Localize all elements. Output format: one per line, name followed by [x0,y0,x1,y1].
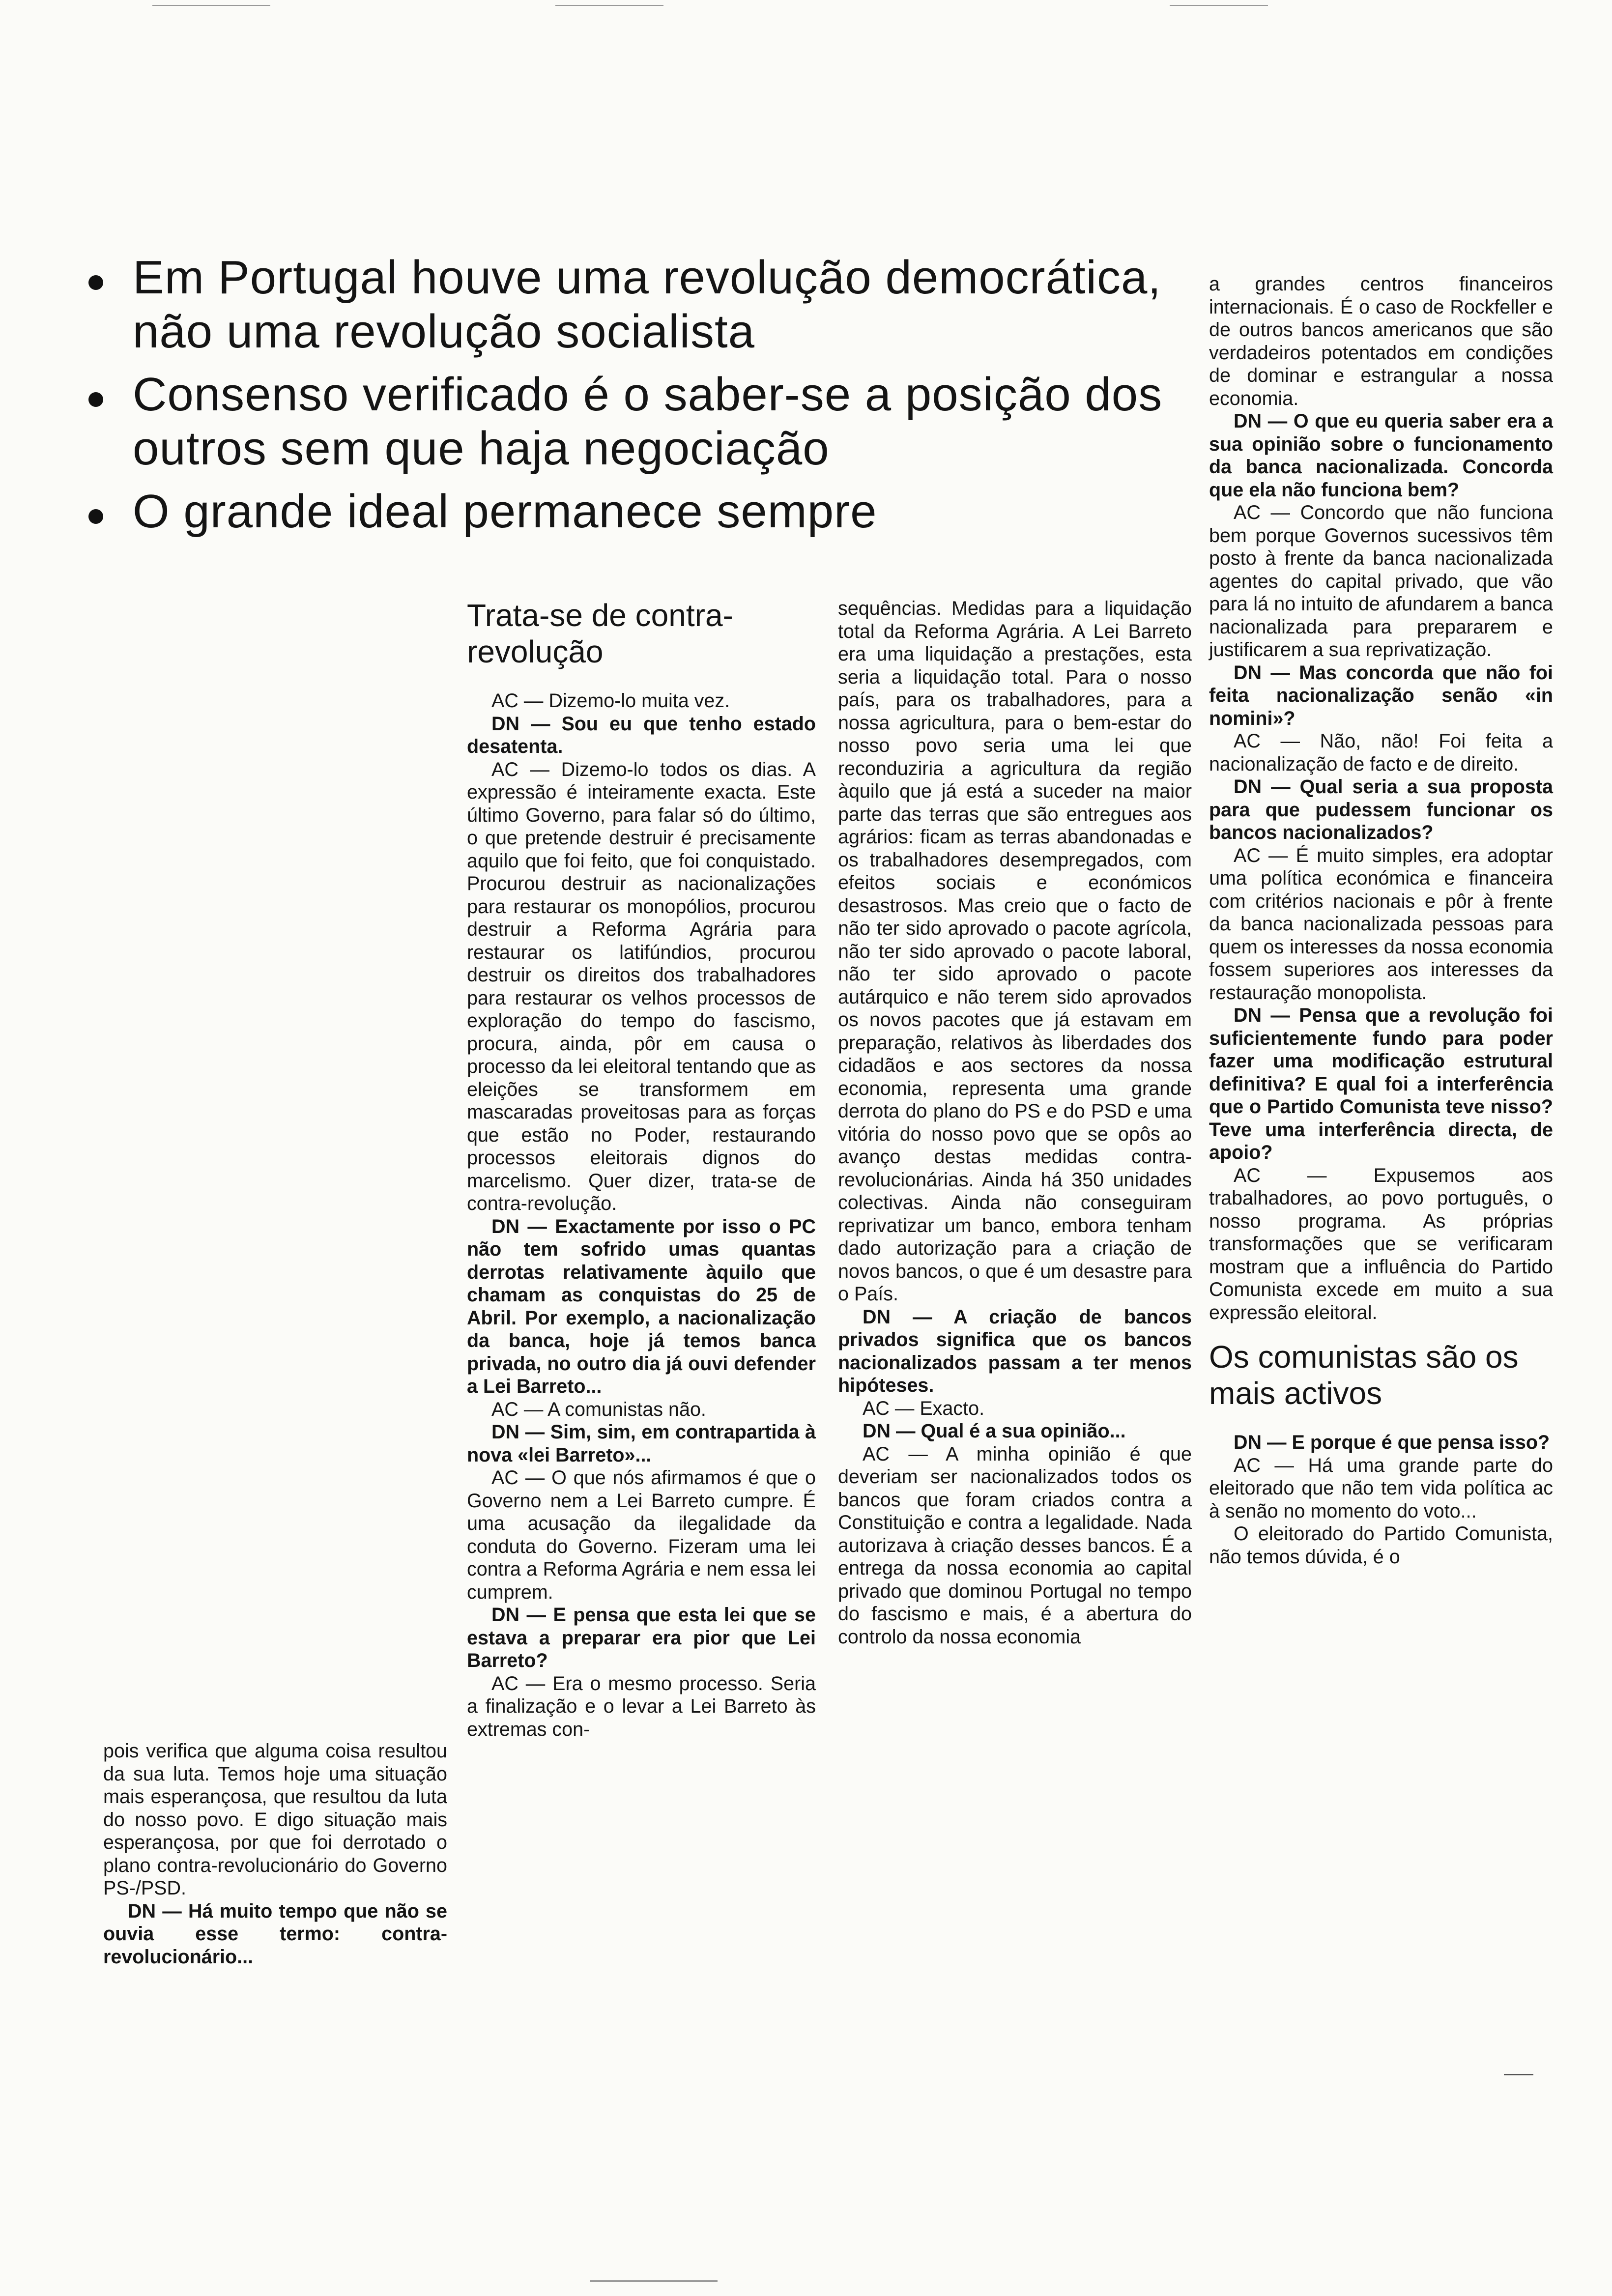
article-paragraph: AC — Dizemo-lo todos os dias. A expressão é inteiramente exacta. Este último Governo, para falar só do último, o que pretende destruir é precisamente aquilo que foi feito, que foi conquistado. Procurou destruir as nacionalizações para restaurar os monopólios, procurou destruir a Reforma Agrária para restaurar os latifúndios, procurou destruir os direitos dos trabalhadores para restaurar os velhos processos de exploração do tempo do fascismo, procura, ainda, pôr em causa o processo da lei eleitoral tentando que as eleições se transformem em mascaradas proveitosas para as forças que estão no Poder, restaurando processos eleitorais dignos do marcelismo. Quer dizer, trata-se de contra-revolução. [467,758,816,1214]
headline-item [88,485,1189,539]
article-paragraph: AC — Expusemos aos trabalhadores, ao povo português, o nosso programa. As próprias transformações que se verificaram mostram que a influência do Partido Comunista excede em muito a sua expressão eleitoral. [1209,1164,1553,1323]
bullet-icon [88,392,103,407]
interview-question: DN — Sim, sim, em contrapartida à nova «lei Barreto»... [467,1421,816,1466]
article-column-4 [1209,273,1553,1568]
headline-text: Consenso verificado é o saber-se a posição dos outros sem que haja negociação [133,368,1163,475]
interview-question: DN — E pensa que esta lei que se estava a preparar era pior que Lei Barreto? [467,1604,816,1671]
article-paragraph: AC — Há uma grande parte do eleitorado que não tem vida política ac à senão no momento do voto... [1209,1454,1553,1522]
article-paragraph: AC — É muito simples, era adoptar uma política económica e financeira com critérios nacionais e pôr à frente da banca nacionalizada pessoas para quem os interesses da nossa economia fossem superiores aos interesses da restauração monopolista. [1209,844,1553,1004]
section-subhead: Trata-se de contra-revolução [467,598,733,669]
section-subhead: Os comunistas são os mais activos [1209,1339,1519,1411]
article-paragraph: pois verifica que alguma coisa resultou da sua luta. Temos hoje uma situação mais esperançosa, que resultou da luta do nosso povo. E digo situação mais esperançosa, por que foi derrotado o plano contra-revolucionário do Governo PS-/PSD. [103,1740,447,1899]
scan-rule [555,5,663,6]
article-column-1 [103,1740,447,1968]
article-column-3 [838,597,1192,1648]
bullet-icon [88,509,103,524]
headline-item [88,368,1189,476]
article-paragraph: AC — Era o mesmo processo. Seria a finalização e o levar a Lei Barreto às extremas con- [467,1672,816,1740]
article-column-2 [467,597,816,1741]
interview-question: DN — Pensa que a revolução foi suficientemente fundo para poder fazer uma modificação estrutural definitiva? E qual foi a interferência que o Partido Comunista teve nisso? Teve uma interferência directa, de apoio? [1209,1004,1553,1163]
interview-question: DN — Exactamente por isso o PC não tem sofrido umas quantas derrotas relativamente àquilo que chamam as conquistas do 25 de Abril. Por exemplo, a nacionalização da banca, hoje já temos banca privada, no outro dia já ouvi defender a Lei Barreto... [467,1215,816,1397]
article-paragraph: AC — Não, não! Foi feita a nacionalização de facto e de direito. [1209,730,1553,775]
article-paragraph: AC — A minha opinião é que deveriam ser nacionalizados todos os bancos que foram criados contra a Constituição e contra a legalidade. Nada autorizava à criação desses bancos. É a entrega da nossa economia ao capital privado que dominou Portugal no tempo do fascismo e mais, é a abertura do controlo da nossa economia [838,1443,1192,1648]
article-paragraph: AC — O que nós afirmamos é que o Governo nem a Lei Barreto cumpre. É uma acusação da ilegalidade da conduta do Governo. Fizeram uma lei contra a Reforma Agrária e nem essa lei cumprem. [467,1467,816,1603]
scan-mark [1504,2074,1533,2075]
headline-item [88,251,1189,359]
interview-question: DN — Qual é a sua opinião... [863,1420,1126,1442]
scan-rule [1170,5,1268,6]
headline-text: O grande ideal permanece sempre [133,485,877,538]
article-paragraph: AC — A comunistas não. [491,1398,706,1420]
headline-block [88,251,1189,547]
spacer [1209,1324,1553,1339]
interview-question: DN — E porque é que pensa isso? [1234,1432,1550,1453]
interview-question: DN — O que eu queria saber era a sua opinião sobre o funcionamento da banca nacionalizada. Concorda que ela não funciona bem? [1209,410,1553,501]
interview-question: DN — Sou eu que tenho estado desatenta. [467,713,816,757]
article-paragraph: a grandes centros financeiros internacionais. É o caso de Rockfeller e de outros bancos americanos que são verdadeiros potentados em condições de dominar e estrangular a nossa economia. [1209,273,1553,409]
interview-question: DN — Mas concorda que não foi feita nacionalização senão «in nomini»? [1209,661,1553,729]
article-paragraph: sequências. Medidas para a liquidação total da Reforma Agrária. A Lei Barreto era uma liquidação a prestações, esta seria a liquidação total. Para o nosso país, para os trabalhadores, para a nossa agricultura, para o bem-estar do nosso povo seria uma lei que reconduziria a agricultura da região àquilo que já está a suceder na maior parte das terras que são entregues aos agrários: ficam as terras abandonadas e os trabalhadores desempregados, com efeitos sociais e económicos desastrosos. Mas creio que o facto de não ter sido aprovado o pacote agrícola, não ter sido aprovado o pacote laboral, não ter sido aprovado o pacote autárquico e não terem sido aprovados os novos pacotes que já estavam em preparação, relativos às liberdades dos cidadãos e aos sectores da nossa economia, representa uma grande derrota do plano do PS e do PSD e uma vitória do nosso povo que se opôs ao avanço destas medidas contra-revolucionárias. Ainda há 350 unidades colectivas. Ainda não conseguiram reprivatizar um banco, embora tenham dado autorização para a criação de novos bancos, o que é um desastre para o País. [838,598,1192,1305]
interview-question: DN — A criação de bancos privados significa que os bancos nacionalizados passam a ter menos hipóteses. [838,1306,1192,1396]
bullet-icon [88,275,103,290]
article-paragraph: AC — Exacto. [863,1397,985,1419]
interview-question: DN — Qual seria a sua proposta para que pudessem funcionar os bancos nacionalizados? [1209,776,1553,843]
interview-question: DN — Há muito tempo que não se ouvia esse termo: contra-revolucionário... [103,1900,447,1968]
article-paragraph: O eleitorado do Partido Comunista, não temos dúvida, é o [1209,1523,1553,1568]
article-paragraph: AC — Concordo que não funciona bem porque Governos sucessivos têm posto à frente da banca nacionalizada agentes do capital privado, que vão para lá no intuito de afundarem a banca nacionalizada para prepararem e justificarem a sua reprivatização. [1209,502,1553,660]
scan-rule [152,5,270,6]
scan-mark [590,2280,718,2282]
article-paragraph: AC — Dizemo-lo muita vez. [491,690,730,712]
headline-text: Em Portugal houve uma revolução democrática, não uma revolução socialista [133,251,1162,358]
